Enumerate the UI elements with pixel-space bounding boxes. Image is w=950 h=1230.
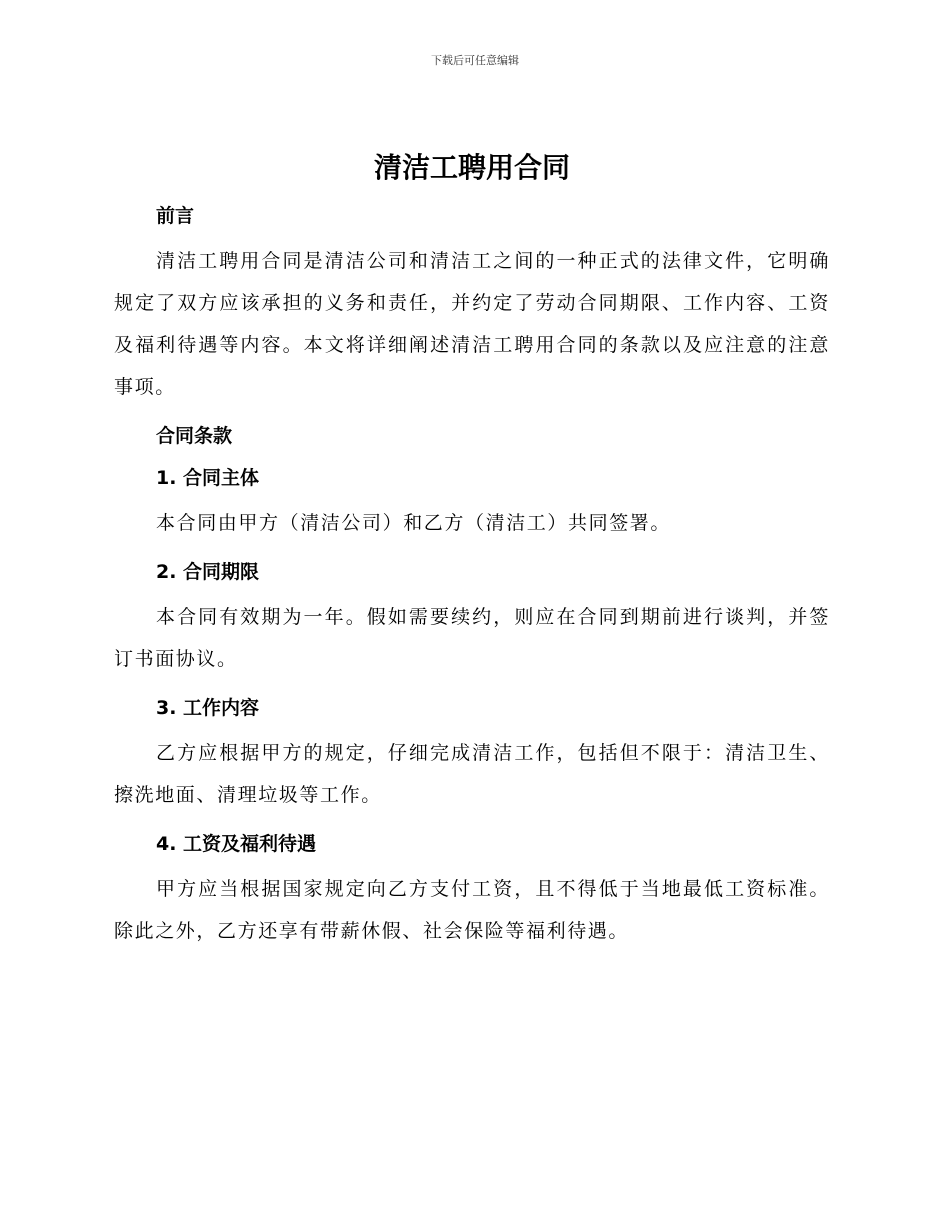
section-heading-term: 2. 合同期限 xyxy=(156,561,260,583)
section-heading-duties: 3. 工作内容 xyxy=(156,697,260,719)
page-header-note: 下载后可任意编辑 xyxy=(431,54,519,67)
document-title: 清洁工聘用合同 xyxy=(373,151,570,184)
section-text-wages: 甲方应当根据国家规定向乙方支付工资，且不得低于当地最低工资标准。除此之外，乙方还享有带薪休假、社会保险等福利待遇。 xyxy=(114,878,830,942)
document-body xyxy=(114,148,830,952)
terms-heading: 合同条款 xyxy=(156,425,233,447)
section-heading-parties: 1. 合同主体 xyxy=(156,467,260,489)
section-text-duties: 乙方应根据甲方的规定，仔细完成清洁工作，包括但不限于：清洁卫生、擦洗地面、清理垃圾等工作。 xyxy=(114,742,830,806)
section-text-term: 本合同有效期为一年。假如需要续约，则应在合同到期前进行谈判，并签订书面协议。 xyxy=(114,606,830,670)
preface-heading: 前言 xyxy=(156,205,195,227)
section-heading-wages: 4. 工资及福利待遇 xyxy=(156,833,317,855)
preface-paragraph: 清洁工聘用合同是清洁公司和清洁工之间的一种正式的法律文件，它明确规定了双方应该承担的义务和责任，并约定了劳动合同期限、工作内容、工资及福利待遇等内容。本文将详细阐述清洁工聘用合同的条款以及应注意的注意事项。 xyxy=(114,250,830,398)
section-text-parties: 本合同由甲方（清洁公司）和乙方（清洁工）共同签署。 xyxy=(156,512,672,534)
